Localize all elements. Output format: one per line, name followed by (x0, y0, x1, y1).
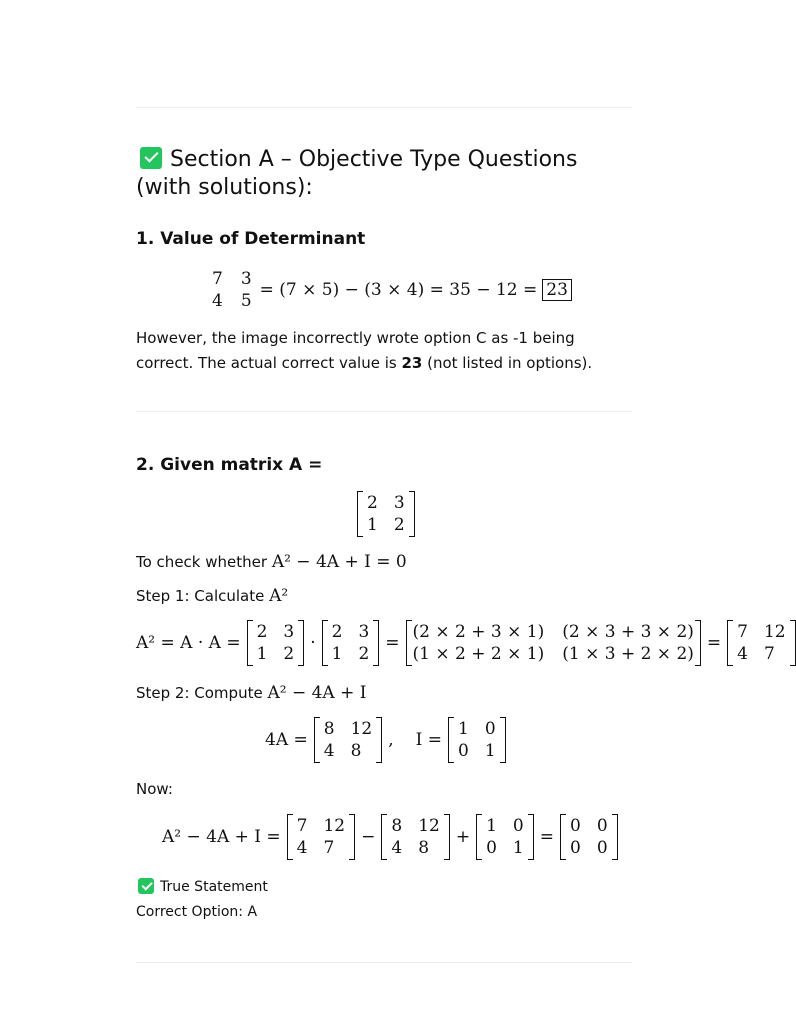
a2-left-matrix: 2 3 1 2 (247, 620, 305, 666)
a2-right-matrix: 2 3 1 2 (322, 620, 380, 666)
now-label: Now: (136, 780, 173, 798)
q1-answer-box: 23 (542, 279, 572, 301)
step1-line: Step 1: Calculate A² (136, 586, 289, 606)
matrix-a: 2 3 1 2 (357, 491, 415, 537)
check-icon (140, 147, 162, 169)
divider-top (136, 107, 632, 108)
four-a-and-identity: 4A = 8 12 4 8 , I = 1 0 0 1 (265, 717, 506, 763)
step2-line: Step 2: Compute A² − 4A + I (136, 683, 367, 703)
final-equation: A² − 4A + I = 7 12 4 7 − 8 12 4 8 + 1 0 0 1 = 0 0 0 0 (162, 814, 618, 860)
divider-middle (136, 411, 632, 412)
identity-matrix: 1 0 0 1 (448, 717, 506, 763)
correct-option: Correct Option: A (136, 904, 258, 920)
divider-bottom (136, 962, 632, 963)
q2-title: 2. Given matrix A = (136, 455, 323, 475)
final-a2-matrix: 7 12 4 7 (287, 814, 355, 860)
a2-result-matrix: 7 12 4 7 (727, 620, 795, 666)
q1-determinant-equation (208, 267, 572, 313)
a-squared-clip (136, 620, 786, 670)
q1-note: However, the image incorrectly wrote option C as -1 being correct. The actual correct value is 23 (not listed in options). (136, 329, 593, 372)
q1-equation: = (7 × 5) − (3 × 4) = 35 − 12 = (259, 280, 538, 300)
four-a-matrix: 8 12 4 8 (314, 717, 382, 763)
check-icon (138, 878, 154, 894)
section-heading: Section A – Objective Type Questions (with solutions): (136, 147, 578, 200)
a-squared-equation: A² = A · A = 2 3 1 2 · 2 3 1 2 = (2 × 2 + 3 × 1) (2 × 3 + 3 × 2) (1 × 2 + 2 × 1) (1 × 3 + 2 × 2) = 7 12 4 7 (136, 620, 723, 666)
q1-title: 1. Value of Determinant (136, 229, 366, 249)
zero-matrix: 0 0 0 0 (560, 814, 618, 860)
check-line: To check whether A² − 4A + I = 0 (136, 552, 407, 572)
final-four-a-matrix: 8 12 4 8 (381, 814, 449, 860)
true-statement: True Statement (138, 878, 268, 895)
determinant: 7 3 4 5 (212, 269, 252, 311)
final-identity-matrix: 1 0 0 1 (476, 814, 534, 860)
a2-expanded-matrix: (2 × 2 + 3 × 1) (2 × 3 + 3 × 2) (1 × 2 + 2 × 1) (1 × 3 + 2 × 2) (406, 620, 701, 666)
